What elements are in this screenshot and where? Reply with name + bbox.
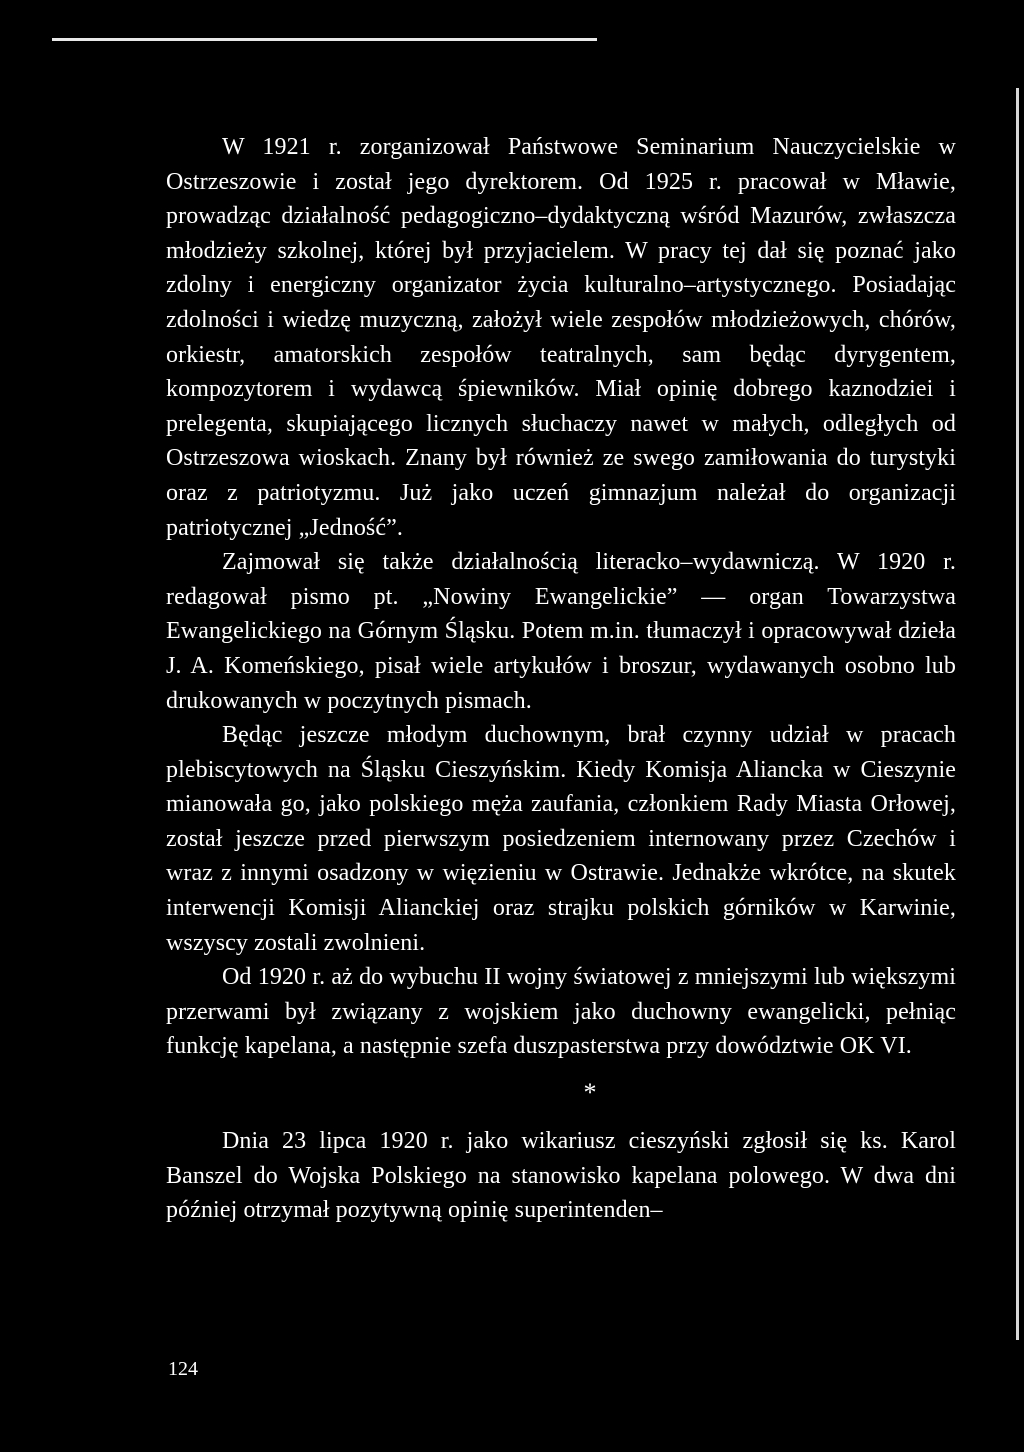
section-separator: * [583,1078,597,1108]
page-edge-line [1016,88,1019,1340]
paragraph-seminarium: W 1921 r. zorganizował Państwowe Seminarium Nauczycielskie w Ostrzeszowie i został jego dyrektorem. Od 1925 r. pracował w Mławie, prowadząc działalność pedagogiczno–dydaktyczną wśród Mazurów, zwłaszcza młodzieży szkolnej, której był przyjacielem. W pracy tej dał się poznać jako zdolny i energiczny organizator życia kulturalno–artystycznego. Posiadając zdolności i wiedzę muzyczną, założył wiele zespołów młodzieżowych, chórów, orkiestr, amatorskich zespołów teatralnych, sam będąc dyrygentem, kompozytorem i wydawcą śpiewników. Miał opinię dobrego kaznodziei i prelegenta, skupiającego licznych słuchaczy nawet w małych, odległych od Ostrzeszowa wioskach. Znany był również ze swego zamiłowania do turystyki oraz z patriotyzmu. Już jako uczeń gimnazjum należał do organizacji patriotycznej „Jedność”. [166,134,956,541]
paragraph-plebiscyt: Będąc jeszcze młodym duchownym, brał czynny udział w pracach plebiscytowych na Śląsku Cieszyńskim. Kiedy Komisja Aliancka w Cieszynie mianowała go, jako polskiego męża zaufania, członkiem Rady Miasta Orłowej, został jeszcze przed pierwszym posiedzeniem internowany przez Czechów i wraz z innymi osadzony w więzieniu w Ostrawie. Jednakże wkrótce, na skutek interwencji Komisji Alianckiej oraz strajku polskich górników w Karwinie, wszyscy zostali zwolnieni. [166,722,956,956]
page-body [166,130,956,1228]
paragraph-wydawnicza: Zajmował się także działalnością literacko–wydawniczą. W 1920 r. redagował pismo pt. „Nowiny Ewangelickie” — organ Towarzystwa Ewangelickiego na Górnym Śląsku. Potem m.in. tłumaczył i opracowywał dzieła J. A. Komeńskiego, pisał wiele artykułów i broszur, wydawanych osobno lub drukowanych w poczytnych pismach. [166,549,956,714]
paragraph-kapelan: Dnia 23 lipca 1920 r. jako wikariusz cieszyński zgłosił się ks. Karol Banszel do Wojska Polskiego na stanowisko kapelana polowego. W dwa dni później otrzymał pozytywną opinię superintenden– [166,1128,956,1224]
top-rule [52,38,597,41]
paragraph-wojsko: Od 1920 r. aż do wybuchu II wojny światowej z mniejszymi lub większymi przerwami był związany z wojskiem jako duchowny ewangelicki, pełniąc funkcję kapelana, a następnie szefa duszpasterstwa przy dowództwie OK VI. [166,964,956,1060]
page-number: 124 [168,1358,198,1380]
